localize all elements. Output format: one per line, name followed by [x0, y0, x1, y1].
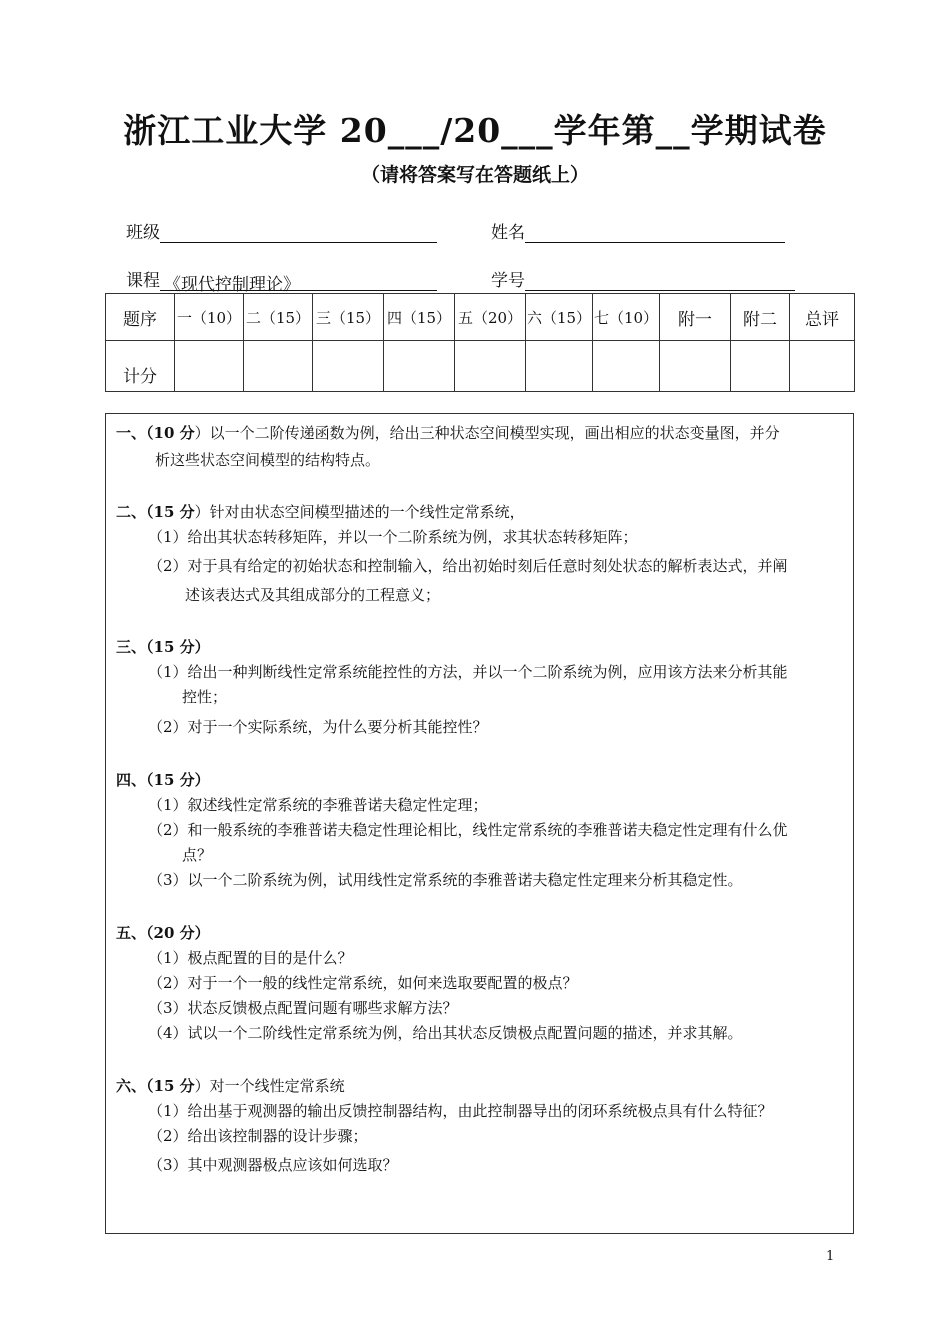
col-5: 五（20）: [455, 294, 526, 341]
q3-sub-2: （2）对于一个实际系统，为什么要分析其能控性？: [148, 718, 488, 736]
q6-prefix: 六、（: [116, 1077, 154, 1095]
q3-prefix: 三、（: [116, 638, 154, 656]
question-4: [116, 768, 851, 792]
score-cell: [593, 341, 660, 392]
class-label: 班级: [126, 223, 160, 243]
q2-prefix: 二、（: [116, 503, 154, 521]
col-appendix-1: 附一: [660, 294, 731, 341]
q4-prefix: 四、（: [116, 771, 154, 789]
student-id-blank: [525, 270, 795, 291]
q6-score: 15 分: [153, 1077, 195, 1095]
score-cell: [790, 341, 855, 392]
exam-title: 浙江工业大学 20___/20___学年第__学期试卷: [123, 111, 827, 150]
q6-sub-1: （1）给出基于观测器的输出反馈控制器结构，由此控制器导出的闭环系统极点具有什么特征？: [148, 1102, 773, 1120]
q1-score: 10 分: [153, 424, 195, 442]
score-cell: [660, 341, 731, 392]
q5-sub-4: （4）试以一个二阶线性定常系统为例，给出其状态反馈极点配置问题的描述，并求其解。: [148, 1024, 743, 1042]
col-4: 四（15）: [384, 294, 455, 341]
course-blank: [160, 270, 437, 295]
q3-sub-1: （1）给出一种判断线性定常系统能控性的方法，并以一个二阶系统为例，应用该方法来分析其能: [148, 663, 788, 681]
q2-text: ）针对由状态空间模型描述的一个线性定常系统，: [194, 503, 525, 521]
score-cell: [175, 341, 244, 392]
col-appendix-2: 附二: [731, 294, 790, 341]
q5-sub-2: （2）对于一个一般的线性定常系统，如何来选取要配置的极点？: [148, 974, 578, 992]
question-1: [116, 421, 851, 445]
q5-score: 20 分: [153, 924, 195, 942]
col-1: 一（10）: [175, 294, 244, 341]
col-7: 七（10）: [593, 294, 660, 341]
q4-sub-2: （2）和一般系统的李雅普诺夫稳定性理论相比，线性定常系统的李雅普诺夫稳定性定理有什么优: [148, 821, 788, 839]
course-label: 课程: [126, 271, 160, 291]
score-cell: [384, 341, 455, 392]
col-total: 总评: [790, 294, 855, 341]
score-cell: [731, 341, 790, 392]
question-2: [116, 500, 851, 524]
page-number: 1: [826, 1249, 835, 1264]
q4-suffix: ）: [194, 771, 210, 789]
score-table: [105, 293, 855, 392]
q3-sub-1-continuation: 控性；: [182, 688, 228, 706]
course-field: [126, 266, 437, 295]
class-blank: [160, 222, 437, 243]
course-value: 《现代控制理论》: [164, 275, 300, 295]
q4-score: 15 分: [153, 771, 195, 789]
q1-continuation: 析这些状态空间模型的结构特点。: [155, 451, 381, 469]
q4-sub-1: （1）叙述线性定常系统的李雅普诺夫稳定性定理；: [148, 796, 488, 814]
q2-sub-2: （2）对于具有给定的初始状态和控制输入，给出初始时刻后任意时刻处状态的解析表达式，并阐: [148, 557, 788, 575]
q4-sub-3: （3）以一个二阶系统为例，试用线性定常系统的李雅普诺夫稳定性定理来分析其稳定性。: [148, 871, 743, 889]
question-5: [116, 921, 851, 945]
q6-sub-3: （3）其中观测器极点应该如何选取？: [148, 1156, 398, 1174]
q5-suffix: ）: [194, 924, 210, 942]
q2-sub-2-continuation: 述该表达式及其组成部分的工程意义；: [185, 586, 441, 604]
name-field: [491, 218, 785, 243]
score-cell: [313, 341, 384, 392]
score-table-score-row: [106, 341, 855, 392]
q1-prefix: 一、（: [116, 424, 154, 442]
col-2: 二（15）: [244, 294, 313, 341]
q5-sub-1: （1）极点配置的目的是什么？: [148, 949, 353, 967]
q3-suffix: ）: [194, 638, 210, 656]
exam-subtitle: （请将答案写在答题纸上）: [360, 164, 589, 186]
score-cell: [526, 341, 593, 392]
name-blank: [525, 222, 785, 243]
question-3: [116, 635, 851, 659]
question-6: [116, 1074, 851, 1098]
q2-score: 15 分: [153, 503, 195, 521]
q6-text: ）对一个线性定常系统: [194, 1077, 345, 1095]
col-3: 三（15）: [313, 294, 384, 341]
q2-sub-1: （1）给出其状态转移矩阵，并以一个二阶系统为例，求其状态转移矩阵；: [148, 528, 638, 546]
q5-prefix: 五、（: [116, 924, 154, 942]
score-cell: [455, 341, 526, 392]
q4-sub-2-continuation: 点？: [182, 846, 213, 864]
q5-sub-3: （3）状态反馈极点配置问题有哪些求解方法？: [148, 999, 458, 1017]
class-field: [126, 218, 437, 243]
score-table-header-row: [106, 294, 855, 341]
score-cell: [244, 341, 313, 392]
q3-score: 15 分: [153, 638, 195, 656]
student-id-label: 学号: [491, 271, 525, 291]
row-label-score: 计分: [106, 341, 175, 392]
student-id-field: [491, 266, 795, 291]
col-6: 六（15）: [526, 294, 593, 341]
q1-text: ）以一个二阶传递函数为例，给出三种状态空间模型实现，画出相应的状态变量图，并分: [194, 424, 780, 442]
q6-sub-2: （2）给出该控制器的设计步骤；: [148, 1127, 368, 1145]
name-label: 姓名: [491, 223, 525, 243]
row-label-question: 题序: [106, 294, 175, 341]
